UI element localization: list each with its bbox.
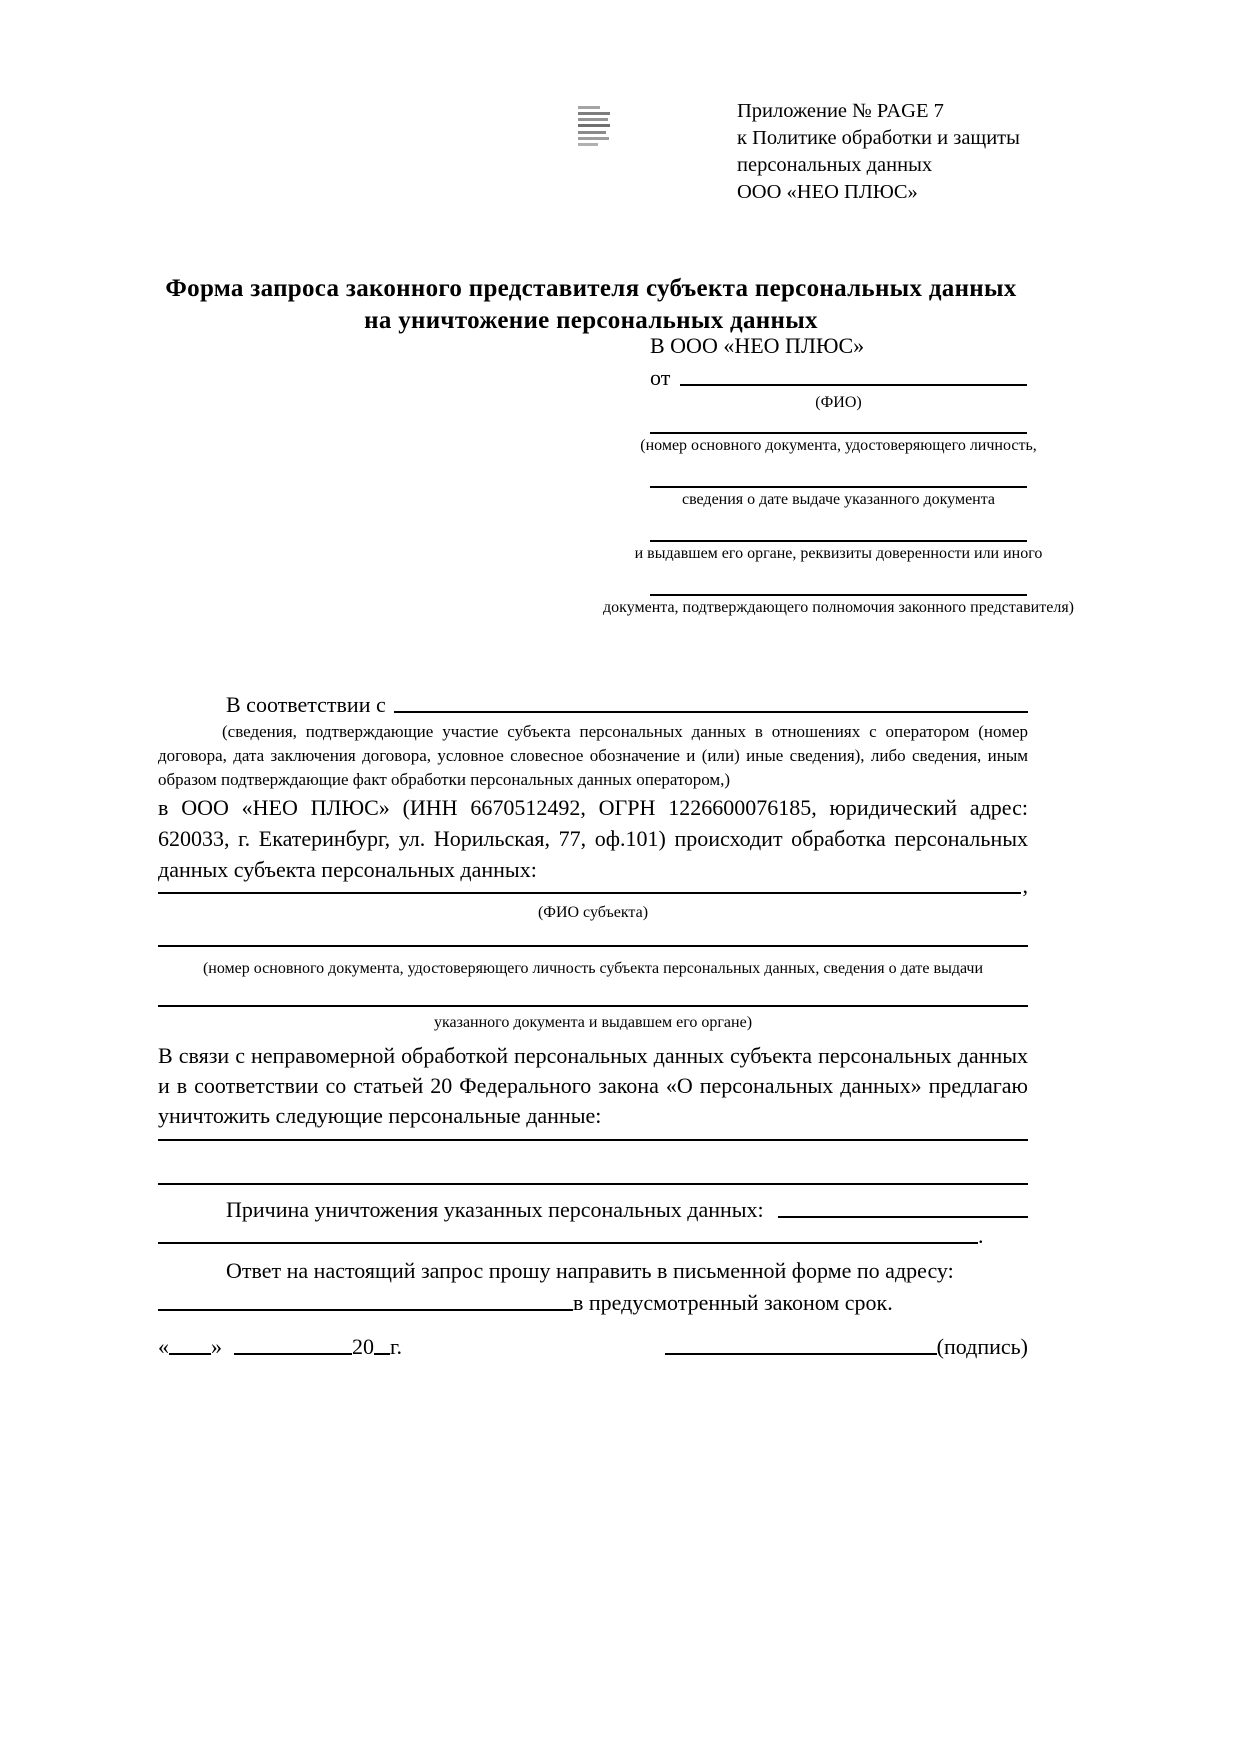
response-address-row — [158, 1290, 1028, 1316]
date-quote-close: » — [211, 1334, 222, 1359]
from-label: от — [650, 365, 671, 390]
subject-doc-blank-line-1 — [158, 945, 1028, 947]
representative-doc-caption-1: (номер основного документа, удостоверяющего личность, — [640, 437, 1037, 454]
appendix-number-line: Приложение № PAGE 7 — [737, 100, 944, 122]
reason-row — [158, 1197, 1028, 1223]
accordance-note: (сведения, подтверждающие участие субъекта персональных данных в отношениях с оператором (номер договора, дата заключения договора, условное словесное обозначение и (или) иные сведения), либо сведения, иным образом подтверждающие факт обработки персональных данных оператором,) — [158, 722, 1028, 789]
reason-label: Причина уничтожения указанных персональных данных: — [226, 1197, 764, 1222]
year-blank-line — [374, 1353, 390, 1355]
response-intro: Ответ на настоящий запрос прошу направить в письменной форме по адресу: — [226, 1258, 954, 1283]
representative-doc-blank-line-1 — [650, 432, 1027, 434]
date-signature-row — [158, 1332, 1028, 1360]
representative-doc-blank-line-2 — [650, 486, 1027, 488]
destruction-request-paragraph: В связи с неправомерной обработкой персональных данных субъекта персональных данных и в соответствии со статьей 20 Федерального закона «О персональных данных» предлагаю уничтожить следующие персональные данные: — [158, 1043, 1028, 1128]
appendix-header — [737, 98, 1042, 206]
fio-caption: (ФИО) — [815, 394, 862, 411]
from-blank-line — [680, 384, 1027, 386]
title-line-1: Форма запроса законного представителя субъекта персональных данных — [165, 275, 1017, 302]
representative-doc-caption-4: документа, подтверждающего полномочия законного представителя) — [603, 599, 1074, 616]
subject-doc-blank-line-2 — [158, 1005, 1028, 1007]
data-list-blank-line-1 — [158, 1139, 1028, 1141]
representative-doc-caption-2: сведения о дате выдаче указанного документа — [681, 491, 996, 508]
response-suffix: в предусмотренный законом срок. — [573, 1290, 893, 1315]
title-line-2: на уничтожение персональных данных — [364, 307, 818, 334]
reason-continuation-row — [158, 1223, 1028, 1249]
representative-doc-caption-3: и выдавшем его органе, реквизиты доверенности или иного — [634, 545, 1043, 562]
policy-line-2: персональных данных — [737, 154, 933, 176]
data-list-blank-line-2 — [158, 1183, 1028, 1185]
document-title — [155, 273, 1027, 337]
reason-continuation-blank-line — [158, 1242, 978, 1244]
trailing-period: . — [978, 1223, 984, 1248]
subject-doc-caption-1: (номер основного документа, удостоверяющего личность субъекта персональных данных, сведения о дате выдачи — [202, 960, 984, 977]
addressee-block — [603, 333, 1074, 618]
addressee-to-line: В ООО «НЕО ПЛЮС» — [650, 333, 865, 358]
reason-blank-line — [778, 1216, 1028, 1218]
operator-paragraph: в ООО «НЕО ПЛЮС» (ИНН 6670512492, ОГРН 1226600076185, юридический адрес: 620033, г. Екатеринбург, ул. Норильская, 77, оф.101) происходит обработка персональных данных субъекта персональных данных: — [158, 795, 1028, 882]
accordance-blank-line — [394, 711, 1028, 713]
signature-caption: (подпись) — [936, 1334, 1028, 1359]
organization-name: ООО «НЕО ПЛЮС» — [737, 181, 918, 203]
document-body — [158, 690, 1028, 1316]
subject-doc-caption-2: указанного документа и выдавшем его органе) — [433, 1014, 753, 1031]
date-group — [158, 1332, 402, 1360]
policy-line-1: к Политике обработки и защиты — [737, 127, 1020, 149]
trailing-comma: , — [1022, 873, 1028, 898]
signature-blank-line — [665, 1353, 937, 1355]
year-suffix: г. — [390, 1334, 403, 1359]
day-blank-line — [169, 1353, 211, 1355]
gray-stripes-artifact-icon — [578, 106, 610, 146]
year-prefix: 20 — [352, 1334, 374, 1359]
date-quote-open: « — [158, 1334, 169, 1359]
month-blank-line — [234, 1353, 352, 1355]
representative-doc-blank-line-4 — [650, 594, 1027, 596]
accordance-row — [158, 690, 1028, 718]
response-address-blank-line — [158, 1309, 573, 1311]
signature-group — [665, 1332, 1028, 1360]
subject-fio-caption: (ФИО субъекта) — [537, 904, 649, 921]
representative-doc-blank-line-3 — [650, 540, 1027, 542]
subject-fio-blank-line — [158, 892, 1021, 894]
from-field-row — [650, 363, 1027, 391]
accordance-label: В соответствии с — [226, 692, 386, 717]
